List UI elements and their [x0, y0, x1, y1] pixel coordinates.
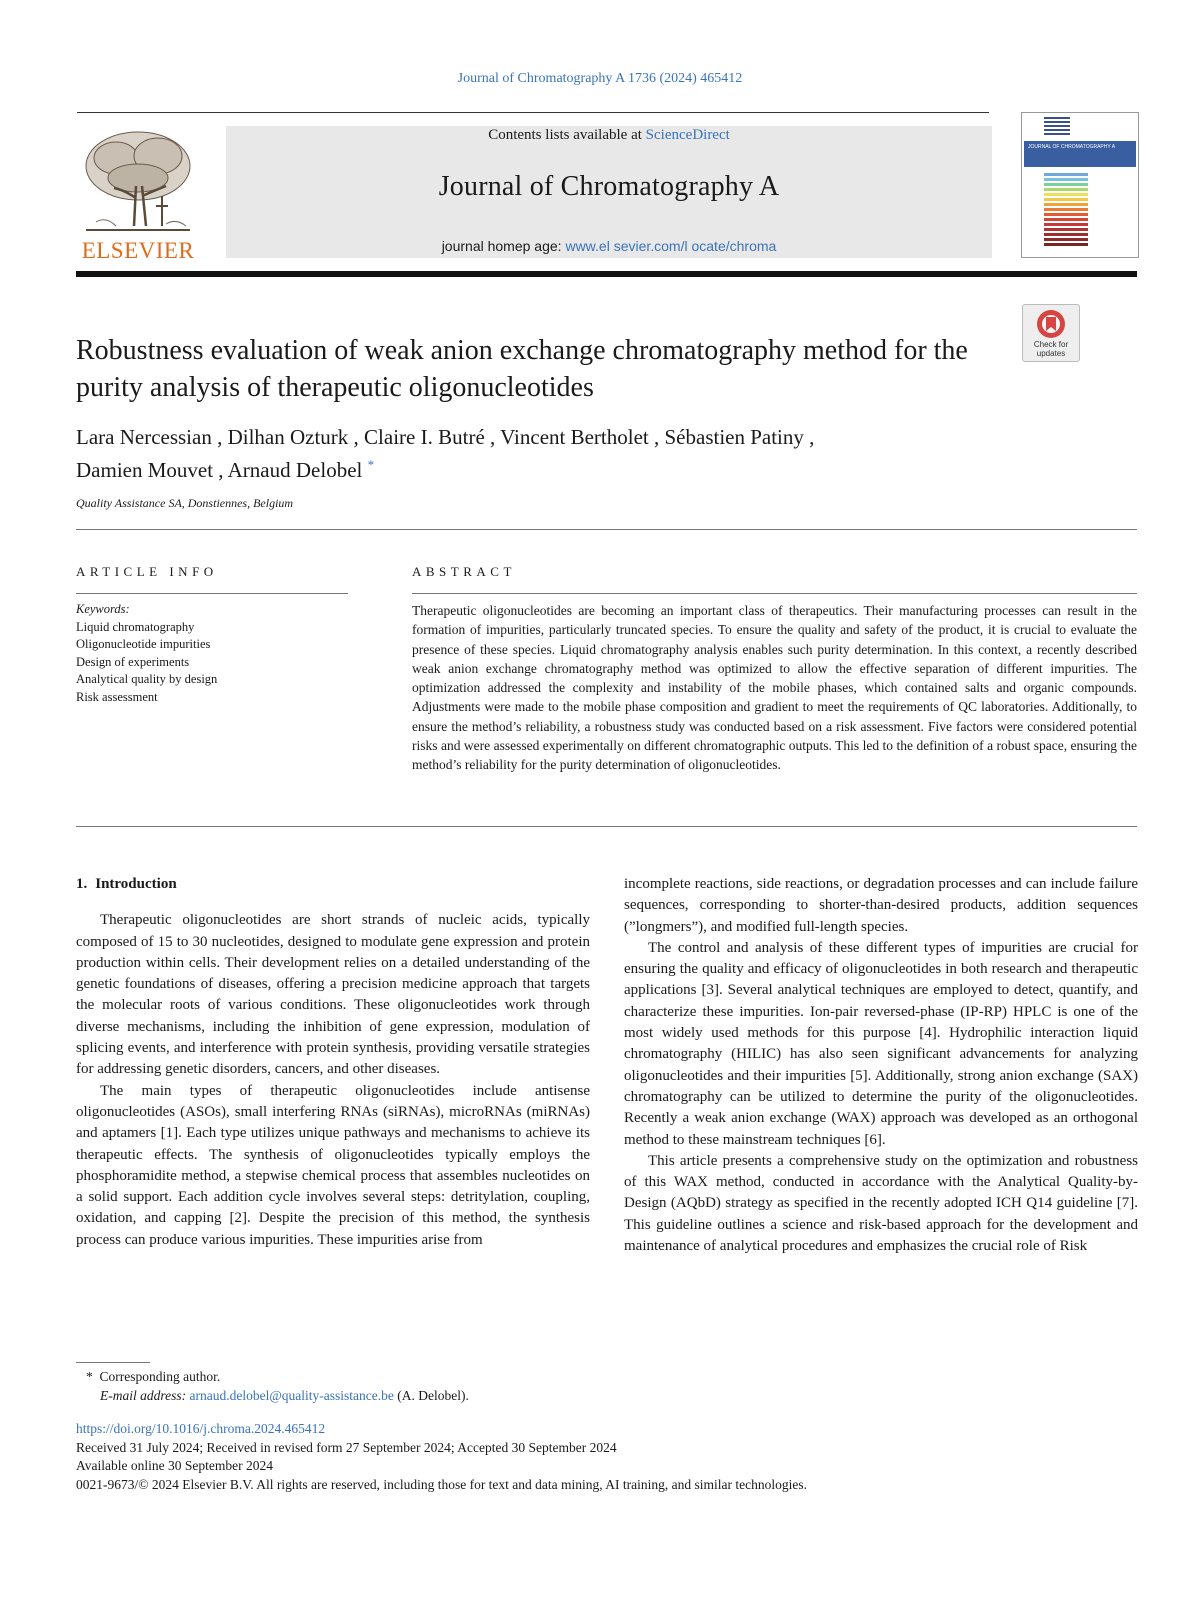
section-heading	[76, 874, 590, 895]
sciencedirect-link[interactable]: ScienceDirect	[645, 127, 730, 143]
contents-line	[226, 126, 992, 144]
top-rule	[77, 112, 989, 113]
keyword-item: Risk assessment	[76, 689, 158, 704]
keywords-label: Keywords:	[76, 602, 130, 616]
journal-name: Journal of Chromatography A	[438, 171, 780, 202]
authors-line-1: Lara Nercessian , Dilhan Ozturk , Claire I. Butré , Vincent Bertholet , Sébastien Patiny ,	[76, 425, 815, 449]
keyword-item: Design of experiments	[76, 654, 190, 669]
body-paragraph: The control and analysis of these different types of impurities are crucial for ensuring the quality and efficacy of oligonucleotides in both research and therapeutic applications [3]. Several analytical techniques are employed to detect, quantify, and characterize these impurities. Ion-pair reversed-phase (IP-RP) HPLC is one of the most widely used methods for this purpose [4]. Hydrophilic interaction liquid chromatography (HILIC) has also seen significant advancements for analyzing oligonucleotides and their impurities [5]. Additionally, strong anion exchange (SAX) chromatography can be utilized to determine the purity of the oligonucleotides. Recently a weak anion exchange (WAX) approach was developed as an orthogonal method to these mainstream techniques [6].	[624, 939, 1138, 1148]
cover-stripes	[1044, 173, 1088, 248]
elsevier-tree-icon	[76, 126, 200, 238]
cover-title: JOURNAL OF CHROMATOGRAPHY A	[1028, 144, 1116, 150]
body-paragraph: The main types of therapeutic oligonucleotides include antisense oligonucleotides (ASOs), small interfering RNAs (siRNAs), microRNAs (miRNAs) and aptamers [1]. Each type utilizes unique pathways and mechanisms to achieve its therapeutic effects. The synthesis of oligonucleotides typically employs the phosphoramidite method, a stepwise chemical process that assembles nucleotides on a solid support. Each addition cycle involves several steps: detritylation, coupling, oxidation, and capping [2]. Despite the precision of this method, the synthesis process can produce various impurities. These impurities arise from	[76, 1082, 590, 1248]
bookmark-icon	[1036, 309, 1066, 339]
available-online: Available online 30 September 2024	[76, 1458, 273, 1473]
abstract-body: Therapeutic oligonucleotides are becoming an important class of therapeutics. Their manufacturing processes can result in the formation of impurities, particularly truncated species. To ensure the quality and safety of the product, it is crucial to evaluate the presence of these species. Liquid chromatography analysis enables such purity determination. In this context, a recently described weak anion exchange chromatography method was optimized to allow the effective separation of different impurities. The optimization addressed the complexity and instability of the mobile phases, which contained salts and organic compounds. Adjustments were made to the mobile phase composition and gradient to meet the requirements of QC laboratories. Additionally, to ensure the method’s reliability, a robustness study was conducted based on a risk assessment. Five factors were considered potential risks and were assessed experimentally on different chromatographic outputs. This led to the definition of a robust space, ensuring the method’s reliability for the purity determination of oligonucleotides.	[412, 603, 1137, 773]
doi-link[interactable]: https://doi.org/10.1016/j.chroma.2024.465412	[76, 1421, 326, 1436]
affiliation: Quality Assistance SA, Donstiennes, Belgium	[76, 496, 294, 510]
authors-line-2	[76, 451, 956, 484]
body-paragraph: Therapeutic oligonucleotides are short strands of nucleic acids, typically composed of 15 to 30 nucleotides, designed to modulate gene expression and protein production within cells. Their development relies on a detailed understanding of the genetic foundations of diseases, offering a precision medicine approach that targets the molecular roots of various conditions. These oligonucleotides work through diverse mechanisms, including the inhibition of gene expression, modulation of splicing events, and interference with protein synthesis, providing versatile strategies for addressing genetic disorders, cancers, and other diseases.	[76, 912, 590, 1078]
abstract-bottom-rule	[76, 826, 1137, 827]
footnote-mark: *	[86, 1369, 93, 1384]
email-suffix: (A. Delobel).	[393, 1388, 469, 1403]
homepage-link[interactable]: www.el sevier.com/l ocate/chroma	[565, 238, 777, 254]
keyword-item: Analytical quality by design	[76, 672, 218, 686]
elsevier-logo[interactable]	[76, 126, 194, 262]
journal-cover-thumbnail[interactable]	[1021, 112, 1139, 258]
email-link[interactable]: arnaud.delobel@quality-assistance.be	[189, 1388, 394, 1403]
journal-citation[interactable]: Journal of Chromatography A 1736 (2024) 465412	[457, 71, 743, 86]
body-paragraph: This article presents a comprehensive study on the optimization and robustness of this WAX method, conducted in accordance with the Analytical Quality-by-Design (AQbD) strategy as specified in the recently adopted ICH Q14 guideline [7]. This guideline outlines a science and risk-based approach for the development and maintenance of analytical procedures and emphasizes the crucial role of Risk	[624, 1152, 1138, 1255]
body-column-left	[76, 874, 590, 1251]
check-for-updates-badge[interactable]	[1022, 304, 1080, 362]
journal-homepage	[226, 238, 992, 254]
authors-line-2-text: Damien Mouvet , Arnaud Delobel	[76, 458, 368, 482]
keyword-item: Oligonucleotide impurities	[76, 637, 211, 651]
body-column-right	[624, 874, 1138, 1257]
copyright-notice: 0021-9673/© 2024 Elsevier B.V. All rights are reserved, including those for text and data mining, AI training, and similar technologies.	[76, 1476, 807, 1492]
footnote	[86, 1367, 469, 1405]
journal-masthead	[226, 126, 992, 258]
article-title: Robustness evaluation of weak anion exchange chromatography method for the purity analysis of therapeutic oligonucleotides	[76, 335, 968, 403]
email-line	[86, 1386, 469, 1405]
abstract-heading: ABSTRACT	[412, 564, 516, 579]
section-title: Introduction	[95, 876, 177, 892]
homepage-label: journal homep age:	[441, 238, 566, 254]
keyword-item: Liquid chromatography	[76, 619, 195, 634]
abstract-rule	[412, 593, 1137, 594]
divider-rule	[76, 529, 1137, 530]
body-paragraph: incomplete reactions, side reactions, or degradation processes and can include failure sequences, corresponding to shorter-than-desired products, addition sequences (”longmers”), and modified full-length species.	[624, 876, 1138, 935]
cover-logo-icon	[1044, 117, 1070, 137]
corresponding-footnote	[86, 1367, 469, 1386]
article-info-rule	[76, 593, 348, 594]
section-number: 1.	[76, 876, 88, 892]
check-for-updates-label: Check for updates	[1033, 340, 1069, 358]
corresponding-label: Corresponding author.	[99, 1369, 221, 1384]
keywords-list	[76, 601, 217, 706]
author-list	[76, 424, 956, 484]
article-info-heading: ARTICLE INFO	[76, 564, 218, 579]
email-label: E-mail address:	[100, 1388, 190, 1403]
corresponding-author-mark[interactable]: *	[367, 457, 375, 472]
received-dates: Received 31 July 2024; Received in revised form 27 September 2024; Accepted 30 September 2024	[76, 1439, 617, 1455]
header-thick-rule	[76, 271, 1137, 277]
contents-prefix: Contents lists available at	[488, 127, 646, 143]
elsevier-wordmark: ELSEVIER	[81, 238, 195, 263]
publication-info	[76, 1420, 807, 1494]
footnote-rule	[76, 1362, 150, 1363]
